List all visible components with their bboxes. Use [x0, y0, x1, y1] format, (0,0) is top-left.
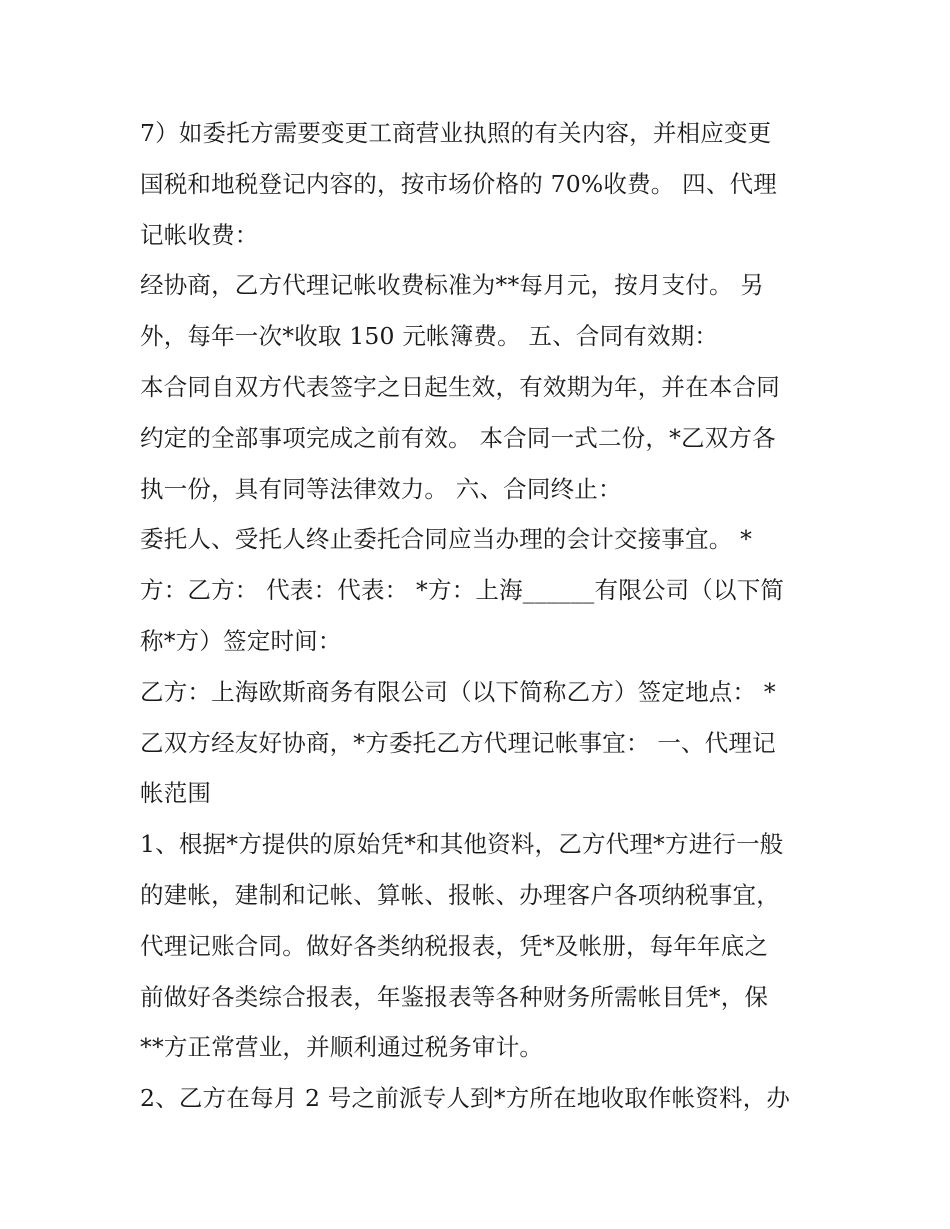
- text-line: 称*方）签定时间：: [140, 626, 342, 655]
- text-line: **方正常营业，并顺利通过税务审计。: [140, 1033, 544, 1062]
- text-line: 外，每年一次*收取 150 元帐簿费。 五、合同有效期：: [140, 322, 719, 351]
- text-line: 委托人、受托人终止委托合同应当办理的会计交接事宜。 *: [140, 525, 753, 554]
- text-line: 1、根据*方提供的原始凭*和其他资料，乙方代理*方进行一般: [140, 830, 784, 859]
- text-line: 执一份，具有同等法律效力。 六、合同终止：: [140, 474, 622, 503]
- text-line: 帐范围: [140, 779, 212, 808]
- text-line: 方：乙方： 代表：代表： *方：上海______有限公司（以下简: [140, 576, 785, 605]
- text-line: 的建帐，建制和记帐、算帐、报帐、办理客户各项纳税事宜，: [140, 880, 780, 909]
- document-body: [140, 108, 820, 1124]
- text-line: 约定的全部事项完成之前有效。 本合同一式二份，*乙双方各: [140, 423, 776, 452]
- text-line: 乙双方经友好协商，*方委托乙方代理记帐事宜： 一、代理记: [140, 728, 776, 757]
- text-line: 本合同自双方代表签字之日起生效，有效期为年，并在本合同: [140, 372, 780, 401]
- text-line: 2、乙方在每月 2 号之前派专人到*方所在地收取作帐资料，办: [140, 1084, 791, 1113]
- text-line: 前做好各类综合报表，年鉴报表等各种财务所需帐目凭*，保: [140, 982, 769, 1011]
- text-line: 经协商，乙方代理记帐收费标准为**每月元，按月支付。 另: [140, 271, 765, 300]
- text-line: 记帐收费：: [140, 220, 259, 249]
- text-line: 7）如委托方需要变更工商营业执照的有关内容，并相应变更: [140, 119, 772, 147]
- text-line: 代理记账合同。做好各类纳税报表，凭*及帐册，每年年底之: [140, 931, 769, 960]
- text-line: 国税和地税登记内容的，按市场价格的 70%收费。 四、代理: [140, 169, 777, 198]
- text-line: 乙方：上海欧斯商务有限公司（以下简称乙方）签定地点： *: [140, 677, 776, 706]
